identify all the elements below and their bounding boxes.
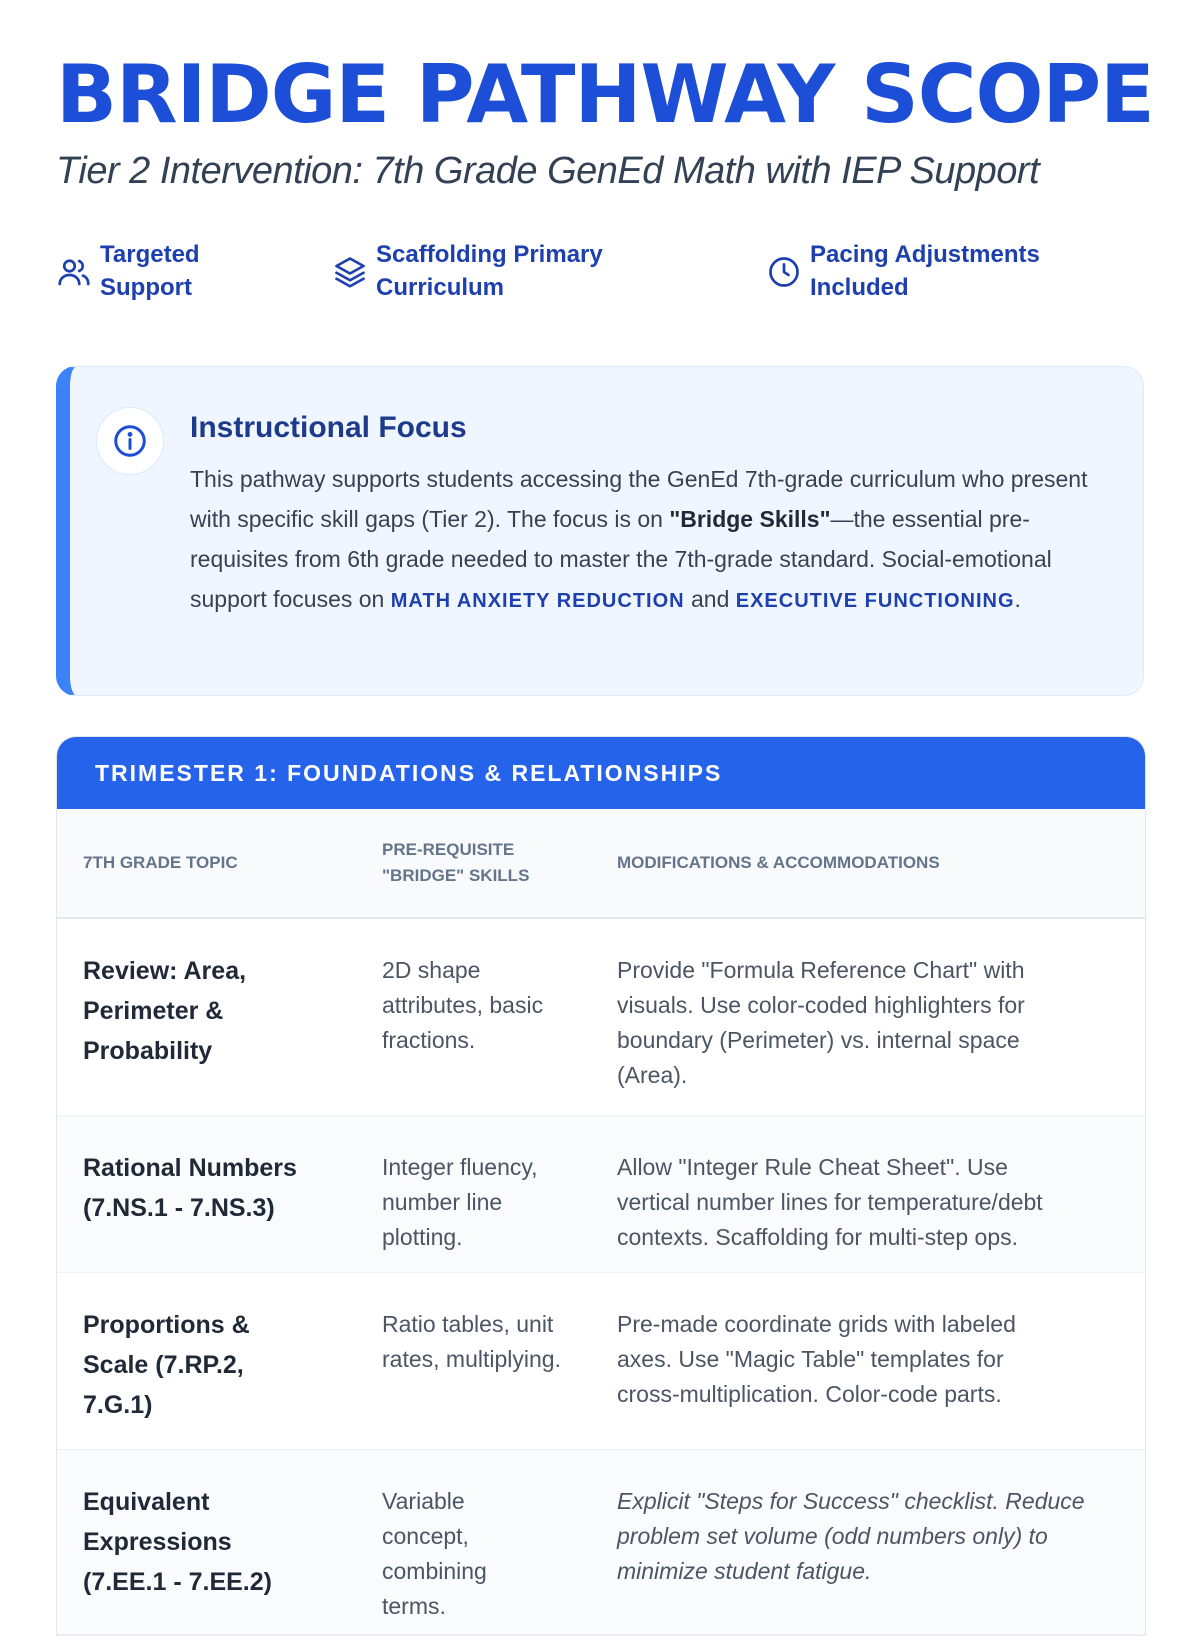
page-subtitle: Tier 2 Intervention: 7th Grade GenEd Math with IEP Support — [56, 150, 1040, 192]
info-icon — [112, 423, 148, 459]
users-icon — [56, 254, 92, 290]
feature-pacing — [766, 238, 1040, 304]
row-mods — [591, 918, 1145, 1116]
column-header-skills-label: PRE-REQUISITE "BRIDGE" SKILLS — [382, 840, 530, 885]
trimester-title: TRIMESTER 1: FOUNDATIONS & RELATIONSHIPS — [57, 737, 1145, 809]
row-skills-label: Integer fluency, number line plotting. — [382, 1154, 538, 1250]
row-mods-label: Provide "Formula Reference Chart" with visuals. Use color-coded highlighters for boundary (Perimeter) vs. internal space (Area). — [617, 957, 1025, 1088]
clock-icon — [766, 254, 802, 290]
focus-heading: Instructional Focus — [190, 411, 467, 444]
row-mods-label: Allow "Integer Rule Cheat Sheet". Use vertical number lines for temperature/debt contexts. Scaffolding for multi-step ops. — [617, 1154, 1043, 1250]
trimester-section — [56, 736, 1146, 1636]
focus-text-part: . — [1014, 586, 1021, 612]
row-mods-label: Pre-made coordinate grids with labeled axes. Use "Magic Table" templates for cross-multiplication. Color-code parts. — [617, 1311, 1016, 1407]
feature-label-line1: Targeted — [100, 241, 200, 268]
column-header-topic: 7TH GRADE TOPIC — [57, 809, 356, 918]
column-header-skills — [356, 809, 591, 918]
feature-label-line2: Support — [100, 274, 192, 301]
table-header-row — [57, 809, 1145, 918]
feature-label-line1: Pacing Adjustments — [810, 241, 1040, 268]
focus-text-part: This pathway supports students accessing the GenEd 7th-grade curriculum who present with specific skill gaps (Tier 2). The focus is on — [190, 466, 1088, 532]
row-topic-label: Rational Numbers (7.NS.1 - 7.NS.3) — [83, 1154, 297, 1222]
scope-table — [57, 809, 1145, 1635]
table-row — [57, 1116, 1145, 1273]
feature-label-line2: Included — [810, 274, 909, 301]
row-topic — [57, 1450, 356, 1635]
row-topic-label: Equivalent Expressions (7.EE.1 - 7.EE.2) — [83, 1488, 272, 1596]
focus-bold-term: "Bridge Skills" — [669, 506, 831, 532]
row-topic-label: Review: Area, Perimeter & Probability — [83, 957, 247, 1065]
focus-text-part: —the essential pre-requisites from 6th grade needed to master the 7th-grade standard. Social-emotional support focuses on — [190, 506, 1052, 612]
feature-list — [56, 238, 1144, 312]
table-row — [57, 918, 1145, 1116]
table-row — [57, 1450, 1145, 1635]
row-topic — [57, 1273, 356, 1450]
row-mods-label: Explicit "Steps for Success" checklist. Reduce problem set volume (odd numbers only) to minimize student fatigue. — [617, 1488, 1085, 1584]
row-mods — [591, 1116, 1145, 1273]
focus-text-part: and — [684, 586, 736, 612]
focus-text — [190, 459, 1090, 621]
row-topic — [57, 1116, 356, 1273]
feature-targeted-support — [56, 238, 200, 304]
row-skills — [356, 1116, 591, 1273]
focus-tag-anxiety: MATH ANXIETY REDUCTION — [390, 590, 685, 612]
row-skills — [356, 918, 591, 1116]
table-row — [57, 1273, 1145, 1450]
row-mods — [591, 1450, 1145, 1635]
row-mods — [591, 1273, 1145, 1450]
info-icon-badge — [96, 407, 164, 475]
feature-label-line1: Scaffolding Primary — [376, 241, 603, 268]
layers-icon — [332, 254, 368, 290]
row-skills — [356, 1450, 591, 1635]
row-topic-label: Proportions & Scale (7.RP.2, 7.G.1) — [83, 1311, 250, 1419]
focus-tag-executive: EXECUTIVE FUNCTIONING — [735, 590, 1015, 612]
row-skills-label: 2D shape attributes, basic fractions. — [382, 957, 544, 1053]
column-header-mods: MODIFICATIONS & ACCOMMODATIONS — [591, 809, 1145, 918]
row-topic — [57, 918, 356, 1116]
feature-label-line2: Curriculum — [376, 274, 505, 301]
page-title: BRIDGE PATHWAY SCOPE — [56, 48, 1154, 141]
instructional-focus-card — [56, 366, 1144, 696]
feature-scaffolding — [332, 238, 603, 304]
row-skills — [356, 1273, 591, 1450]
row-skills-label: Ratio tables, unit rates, multiplying. — [382, 1311, 561, 1372]
row-skills-label: Variable concept, combining terms. — [382, 1488, 487, 1619]
